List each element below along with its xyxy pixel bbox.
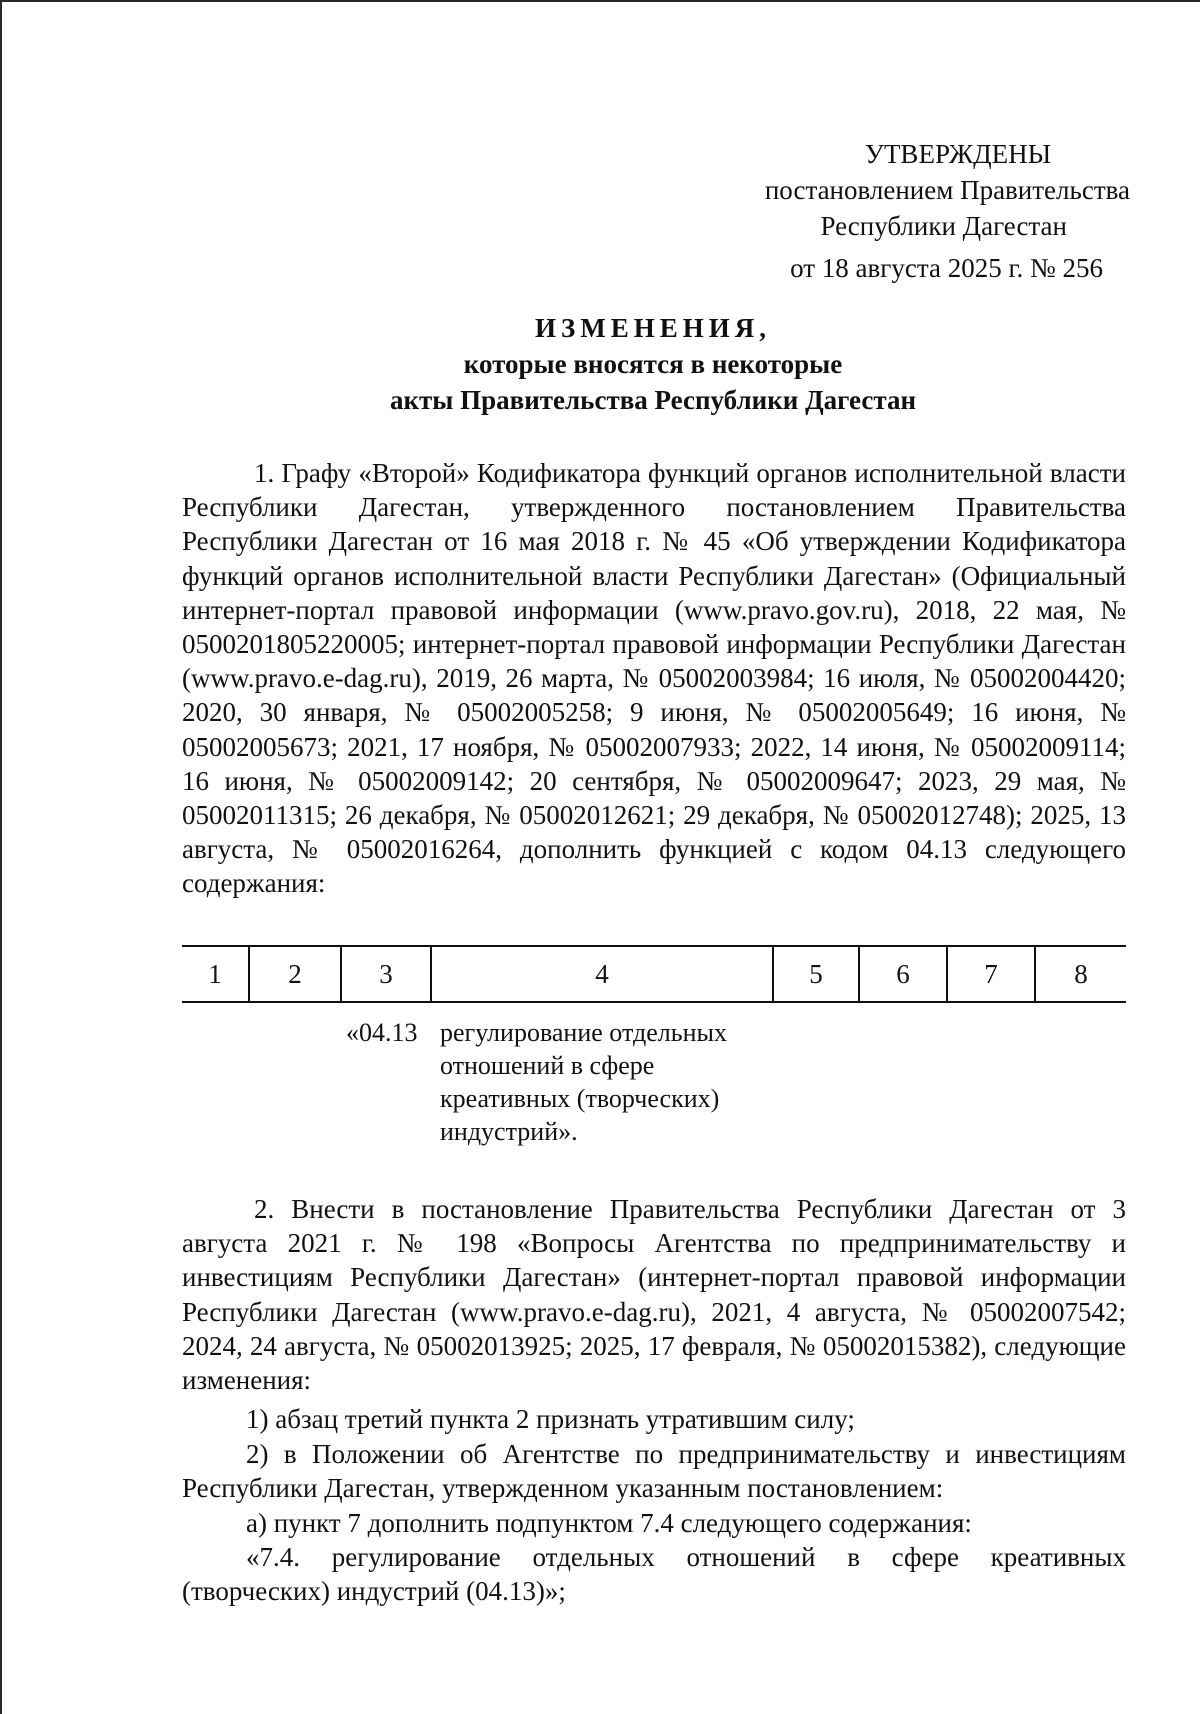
function-text: регулирование отдельных отношений в сфере креативных (творческих) индустрий». bbox=[440, 1018, 727, 1146]
table-row bbox=[346, 1016, 766, 1148]
list-item-2: 2) в Положении об Агентстве по предпринимательству и инвестициям Республики Дагестан, утвержденном указанным постановлением: bbox=[182, 1439, 1126, 1504]
table-column-header: 7 bbox=[948, 947, 1036, 1001]
approval-date: от 18 августа 2025 г. № 256 bbox=[790, 253, 1103, 283]
approval-line-2: Республики Дагестан bbox=[820, 211, 1067, 241]
approval-line-1: постановлением Правительства bbox=[764, 175, 1130, 205]
document-heading bbox=[180, 310, 1126, 418]
table-column-header: 4 bbox=[432, 947, 774, 1001]
table-column-header: 1 bbox=[182, 947, 250, 1001]
list-item-1: 1) абзац третий пункта 2 признать утратившим силу; bbox=[246, 1404, 855, 1434]
approval-title: УТВЕРЖДЕНЫ bbox=[864, 139, 1052, 169]
list-item-2a: а) пункт 7 дополнить подпунктом 7.4 следующего содержания: bbox=[246, 1508, 972, 1538]
table-column-header: 2 bbox=[250, 947, 342, 1001]
table-column-header: 3 bbox=[342, 947, 432, 1001]
table-column-header: 6 bbox=[860, 947, 948, 1001]
heading-line-1: которые вносятся в некоторые bbox=[463, 349, 843, 379]
heading-line-2: акты Правительства Республики Дагестан bbox=[389, 385, 916, 415]
scan-edge-left bbox=[0, 0, 2, 1714]
function-code: «04.13 bbox=[346, 1018, 418, 1047]
paragraph-2: 2. Внести в постановление Правительства Республики Дагестан от 3 августа 2021 г. № 198 «Вопросы Агентства по предпринимательству и инвестициям Республики Дагестан» (интернет-портал правовой информации Республики Дагестан (www.pravo.e-dag.ru), 2021, 4 августа, № 05002007542; 2024, 24 августа, № 05002013925; 2025, 17 февраля, № 05002015382), следующие изменения: bbox=[182, 1194, 1126, 1396]
heading-title: ИЗМЕНЕНИЯ, bbox=[534, 313, 771, 343]
quoted-subitem: «7.4. регулирование отдельных отношений в сфере креативных (творческих) индустрий (04.13)»; bbox=[182, 1542, 1126, 1607]
paragraph-1: 1. Графу «Второй» Кодификатора функций органов исполнительной власти Республики Дагестан, утвержденного постановлением Правительства Республики Дагестан от 16 мая 2018 г. № 45 «Об утверждении Кодификатора функций органов исполнительной власти Республики Дагестан» (Официальный интернет-портал правовой информации (www.pravo.gov.ru), 2018, 22 мая, № 0500201805220005; интернет-портал правовой информации Республики Дагестан (www.pravo.e-dag.ru), 2019, 26 марта, № 05002003984; 16 июля, № 05002004420; 2020, 30 января, № 05002005258; 9 июня, № 05002005649; 16 июня, № 05002005673; 2021, 17 ноября, № 05002007933; 2022, 14 июня, № 05002009114; 16 июня, № 05002009142; 20 сентября, № 05002009647; 2023, 29 мая, № 05002011315; 26 декабря, № 05002012621; 29 декабря, № 05002012748); 2025, 13 августа, № 05002016264, дополнить функцией с кодом 04.13 следующего содержания: bbox=[182, 458, 1126, 899]
scan-edge-top bbox=[0, 0, 1200, 2]
approval-stamp bbox=[700, 136, 1130, 286]
table-column-header: 8 bbox=[1074, 958, 1088, 989]
table-column-header: 5 bbox=[774, 947, 860, 1001]
codifier-table-header bbox=[182, 945, 1126, 1003]
